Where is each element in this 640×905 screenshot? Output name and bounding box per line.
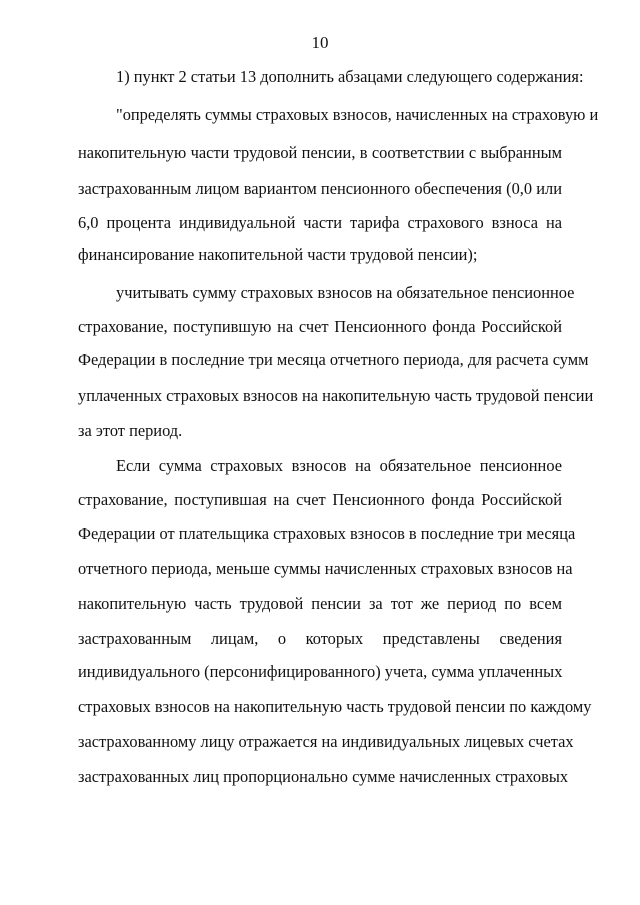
- text-line: страхование, поступившая на счет Пенсионного фонда Российской: [78, 490, 562, 509]
- text-line: "определять суммы страховых взносов, начисленных на страховую и: [116, 105, 599, 124]
- text-line: страховых взносов на накопительную часть трудовой пенсии по каждому: [78, 697, 592, 716]
- text-line: 1) пункт 2 статьи 13 дополнить абзацами следующего содержания:: [116, 67, 584, 86]
- text-line: накопительную части трудовой пенсии, в соответствии с выбранным: [78, 143, 562, 162]
- text-line: Если сумма страховых взносов на обязательное пенсионное: [116, 456, 562, 475]
- page-number: 10: [311, 33, 329, 52]
- text-line: уплаченных страховых взносов на накопительную часть трудовой пенсии: [78, 386, 594, 405]
- text-line: застрахованных лиц пропорционально сумме начисленных страховых: [78, 767, 569, 786]
- text-line: 6,0 процента индивидуальной части тарифа страхового взноса на: [78, 213, 562, 232]
- text-line: накопительную часть трудовой пенсии за тот же период по всем: [78, 594, 562, 613]
- text-line: страхование, поступившую на счет Пенсионного фонда Российской: [78, 317, 562, 336]
- text-line: застрахованным лицом вариантом пенсионного обеспечения (0,0 или: [78, 179, 562, 198]
- text-line: отчетного периода, меньше суммы начисленных страховых взносов на: [78, 559, 573, 578]
- text-line: застрахованным лицам, о которых представлены сведения: [78, 629, 562, 648]
- text-line: финансирование накопительной части трудовой пенсии);: [78, 245, 478, 264]
- text-line: индивидуального (персонифицированного) учета, сумма уплаченных: [78, 662, 563, 681]
- text-line: застрахованному лицу отражается на индивидуальных лицевых счетах: [78, 732, 574, 751]
- text-line: за этот период.: [78, 421, 183, 440]
- text-line: Федерации от плательщика страховых взносов в последние три месяца: [78, 524, 576, 543]
- text-line: Федерации в последние три месяца отчетного периода, для расчета сумм: [78, 350, 589, 369]
- text-line: учитывать сумму страховых взносов на обязательное пенсионное: [116, 283, 575, 302]
